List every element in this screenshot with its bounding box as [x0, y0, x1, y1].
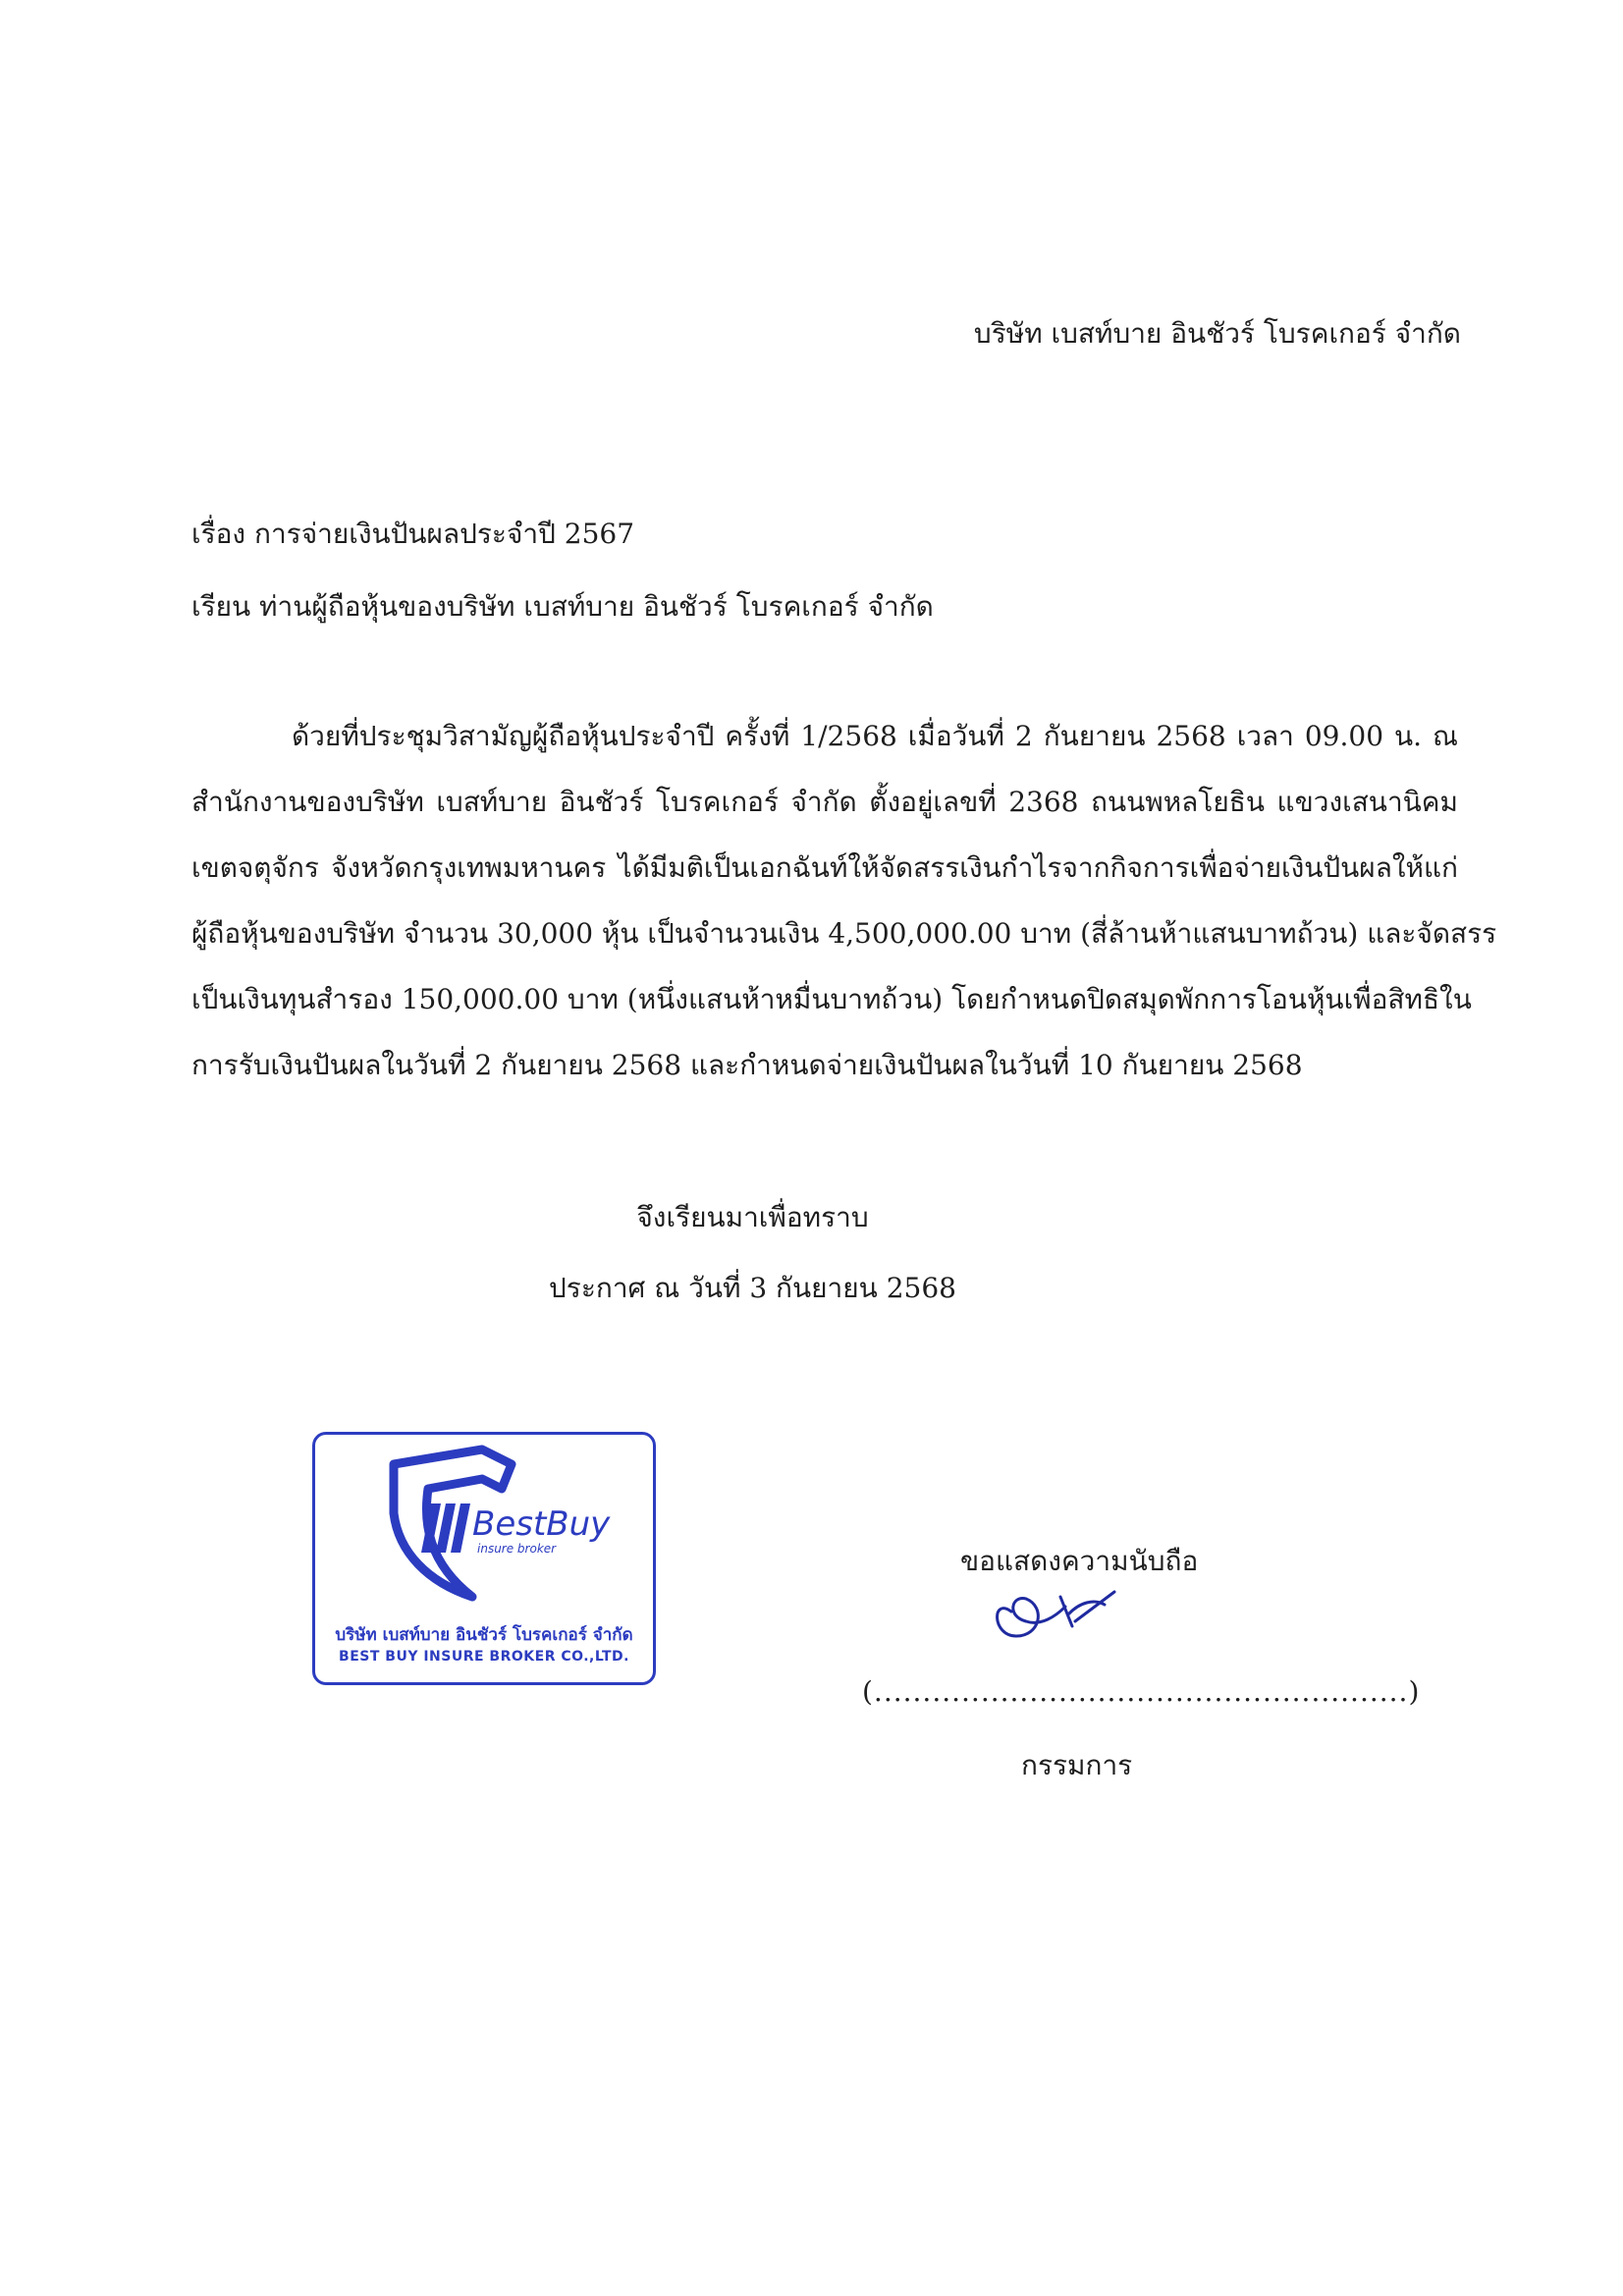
company-header: บริษัท เบสท์บาย อินชัวร์ โบรคเกอร์ จำกัด	[973, 317, 1461, 350]
svg-text:insure broker: insure broker	[477, 1542, 557, 1556]
body-line: ผู้ถือหุ้นของบริษัท จำนวน 30,000 หุ้น เป็นจำนวนเงิน 4,500,000.00 บาท (สี่ล้านห้าแสนบาทถ้วน) และจัดสรร	[191, 917, 1497, 950]
body-line: เขตจตุจักร จังหวัดกรุงเทพมหานคร ได้มีมติเป็นเอกฉันท์ให้จัดสรรเงินกำไรจากกิจการเพื่อจ่ายเงินปันผลให้แก่	[191, 851, 1458, 884]
body-line: สำนักงานของบริษัท เบสท์บาย อินชัวร์ โบรคเกอร์ จำกัด ตั้งอยู่เลขที่ 2368 ถนนพหลโยธิน แขวงเสนานิคม	[191, 786, 1458, 818]
body-line: การรับเงินปันผลในวันที่ 2 กันยายน 2568 และกำหนดจ่ายเงินปันผลในวันที่ 10 กันยายน 2568	[191, 1049, 1303, 1081]
announcement-date: ประกาศ ณ วันที่ 3 กันยายน 2568	[549, 1272, 956, 1304]
signature-name-line: (.......................................................)	[862, 1675, 1421, 1708]
regards-text: ขอแสดงความนับถือ	[960, 1545, 1199, 1577]
subject-line: เรื่อง การจ่ายเงินปันผลประจำปี 2567	[191, 518, 635, 550]
closing-inform: จึงเรียนมาเพื่อทราบ	[636, 1201, 869, 1233]
body-paragraph	[191, 703, 1497, 1098]
stamp-company-english: BEST BUY INSURE BROKER CO.,LTD.	[339, 1649, 629, 1665]
handwritten-signature	[982, 1577, 1129, 1646]
svg-text:BestBuy: BestBuy	[472, 1504, 611, 1544]
addressee-line: เรียน ท่านผู้ถือหุ้นของบริษัท เบสท์บาย อินชัวร์ โบรคเกอร์ จำกัด	[191, 590, 934, 623]
signatory-title: กรรมการ	[1021, 1749, 1133, 1781]
body-line: ด้วยที่ประชุมวิสามัญผู้ถือหุ้นประจำปี ครั้งที่ 1/2568 เมื่อวันที่ 2 กันยายน 2568 เวลา 09.00 น. ณ	[292, 720, 1458, 752]
body-line: เป็นเงินทุนสำรอง 150,000.00 บาท (หนึ่งแสนห้าหมื่นบาทถ้วน) โดยกำหนดปิดสมุดพักการโอนหุ้นเพื่อสิทธิใน	[191, 983, 1472, 1015]
company-stamp	[312, 1432, 656, 1685]
stamp-company-thai: บริษัท เบสท์บาย อินชัวร์ โบรคเกอร์ จำกัด	[335, 1625, 633, 1645]
bestbuy-logo-icon	[354, 1445, 639, 1612]
